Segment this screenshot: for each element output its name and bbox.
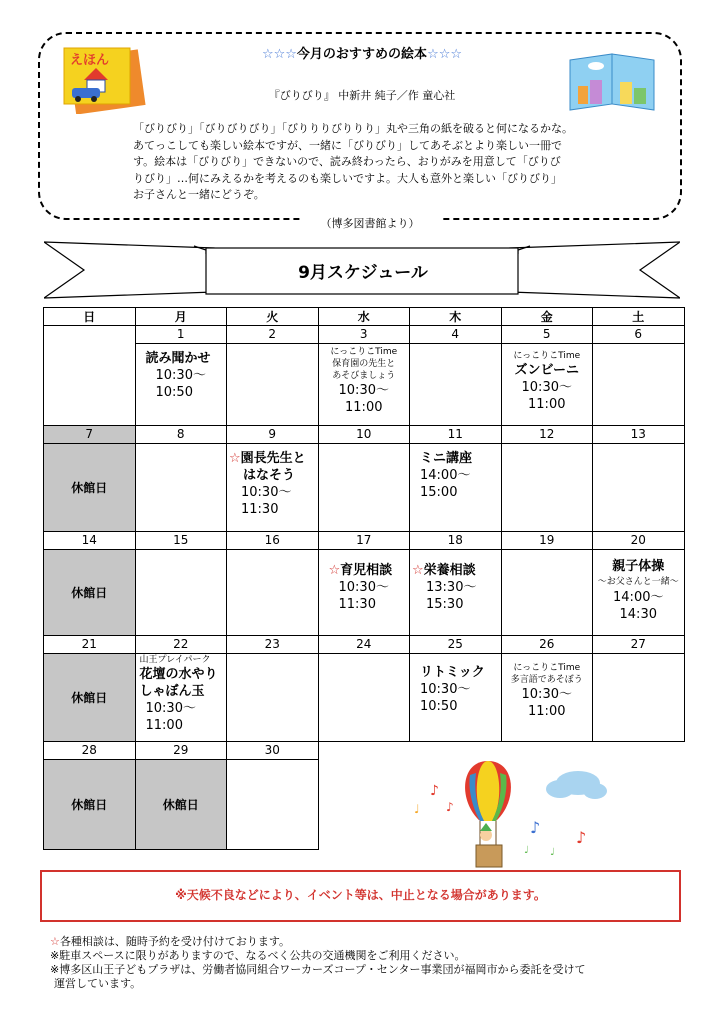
- footer-line: ※博多区山王子どもプラザは、労働者協同組合ワーカーズコープ・センター事業団が福岡市から委託を受けて: [50, 963, 586, 976]
- event-time: 10:30～: [338, 580, 389, 595]
- date-number: 21: [44, 636, 136, 654]
- event-time: 10:30～: [420, 682, 471, 697]
- weekday-thu: 木: [410, 308, 502, 326]
- date-number: 8: [135, 426, 227, 444]
- event-cell-empty: [318, 654, 410, 742]
- event-cell-empty: [227, 344, 319, 426]
- event-time: 10:50: [420, 699, 458, 714]
- event-series: にっこりこTime: [513, 351, 581, 361]
- event-cell: [318, 550, 410, 636]
- event-title: 保育園の先生と: [332, 359, 396, 369]
- date-row: [44, 532, 685, 550]
- source-credit: （博多図書館より）: [300, 215, 440, 231]
- ehon-logo-text: えほん: [70, 53, 110, 68]
- svg-text:♩: ♩: [414, 802, 420, 816]
- event-series: にっこりこTime: [513, 663, 581, 673]
- star-icon: ☆: [229, 451, 241, 466]
- date-number: 5: [501, 326, 593, 344]
- event-time: 15:00: [420, 485, 458, 500]
- event-title: 親子体操: [612, 559, 665, 574]
- event-cell: [135, 654, 227, 742]
- event-time: 11:30: [338, 597, 376, 612]
- svg-text:♪: ♪: [446, 800, 454, 814]
- svg-text:♪: ♪: [430, 783, 439, 799]
- event-cell-empty: [135, 550, 227, 636]
- event-title: 栄養相談: [423, 563, 476, 578]
- event-cell-empty: [501, 550, 593, 636]
- heading-text: 今月のおすすめの絵本: [296, 47, 428, 62]
- event-time: 14:00～: [613, 590, 664, 605]
- event-title: 育児相談: [340, 563, 393, 578]
- event-time: 10:50: [155, 385, 193, 400]
- date-number: 30: [227, 742, 319, 760]
- svg-text:♩: ♩: [524, 845, 529, 856]
- event-time: 10:30～: [521, 687, 572, 702]
- event-title: 読み聞かせ: [145, 351, 211, 366]
- event-cell-empty: [410, 344, 502, 426]
- event-title: 園長先生と: [240, 451, 306, 466]
- balloon-icon: [465, 761, 511, 821]
- event-cell: [410, 550, 502, 636]
- date-number: 13: [593, 426, 685, 444]
- event-cell-empty: [318, 444, 410, 532]
- event-row: [44, 550, 685, 636]
- event-cell-empty: [593, 444, 685, 532]
- date-number: 19: [501, 532, 593, 550]
- book-info: 『びりびり』 中新井 純子／作 童心社: [268, 89, 456, 102]
- closed-day: 休館日: [44, 550, 136, 636]
- event-time: 11:00: [528, 397, 566, 412]
- event-time: 13:30～: [426, 580, 477, 595]
- date-number: 20: [593, 532, 685, 550]
- closed-day: 休館日: [44, 444, 136, 532]
- event-cell: [501, 654, 593, 742]
- weekday-sat: 土: [593, 308, 685, 326]
- date-number: 16: [227, 532, 319, 550]
- date-number: 17: [318, 532, 410, 550]
- svg-text:♩: ♩: [550, 847, 555, 858]
- date-number: 14: [44, 532, 136, 550]
- event-cell: [227, 444, 319, 532]
- event-time: 10:30～: [338, 383, 389, 398]
- event-title: あそびましょう: [332, 371, 396, 381]
- recommendation-text: [133, 121, 603, 204]
- event-title: 多言語であそぼう: [510, 675, 583, 685]
- event-time: 10:30～: [521, 380, 572, 395]
- event-title: リトミック: [420, 665, 485, 680]
- event-cell: [318, 344, 410, 426]
- date-cell-empty: [44, 326, 136, 426]
- weekday-sun: 日: [44, 308, 136, 326]
- event-cell: [410, 444, 502, 532]
- date-number: 4: [410, 326, 502, 344]
- event-cell-empty: [227, 654, 319, 742]
- star-icon: ☆: [50, 935, 60, 948]
- event-title: はなそう: [243, 468, 296, 483]
- event-time: 10:30～: [155, 368, 206, 383]
- date-number: 28: [44, 742, 136, 760]
- rec-line: お子さんと一緒にどうぞ。: [133, 188, 265, 201]
- date-number: 2: [227, 326, 319, 344]
- event-time: 11:30: [241, 502, 279, 517]
- footer-line: 各種相談は、随時予約を受け付けております。: [59, 935, 290, 948]
- weekday-header-row: [44, 308, 685, 326]
- event-cell: [593, 550, 685, 636]
- date-number: 24: [318, 636, 410, 654]
- footer-line: 運営しています。: [54, 977, 142, 990]
- event-time: 11:00: [528, 704, 566, 719]
- date-number: 12: [501, 426, 593, 444]
- date-number: 23: [227, 636, 319, 654]
- star-icon: ☆: [412, 563, 424, 578]
- rec-line: す。絵本は「びりびり」できないので、読み終わったら、おりがみを用意して「びりび: [133, 155, 561, 168]
- event-cell-empty: [593, 344, 685, 426]
- date-number: 1: [135, 326, 227, 344]
- event-row: [44, 444, 685, 532]
- date-number: 26: [501, 636, 593, 654]
- footer-line: ※駐車スペースに限りがありますので、なるべく公共の交通機関をご利用ください。: [50, 949, 466, 962]
- event-cell: [410, 654, 502, 742]
- rec-line: 「びりびり」「びりびりびり」「びりりりびりりり」丸や三角の紙を破ると何になるかな。: [133, 122, 573, 135]
- closed-day: 休館日: [44, 654, 136, 742]
- weekday-tue: 火: [227, 308, 319, 326]
- weekday-fri: 金: [501, 308, 593, 326]
- rec-line: りびり」…何にみえるかを考えるのも楽しいですよ。大人も意外と楽しい「びりびり」: [133, 171, 562, 185]
- weekday-wed: 水: [318, 308, 410, 326]
- event-title: しゃぼん玉: [139, 684, 205, 699]
- star-icons-left: ☆☆☆: [261, 47, 297, 62]
- event-series: 山王プレイパーク: [139, 655, 211, 665]
- event-time: 10:30～: [241, 485, 292, 500]
- star-icon: ☆: [328, 563, 341, 578]
- date-number: 29: [135, 742, 227, 760]
- event-cell: [135, 344, 227, 426]
- date-number: 7: [44, 426, 136, 444]
- closed-day: 休館日: [135, 760, 227, 850]
- notice-text: ※天候不良などにより、イベント等は、中止となる場合があります。: [175, 888, 546, 902]
- event-cell: [501, 344, 593, 426]
- hot-air-balloon-illustration: [400, 755, 620, 875]
- svg-text:♪: ♪: [530, 818, 541, 837]
- date-number: 10: [318, 426, 410, 444]
- date-number: 18: [410, 532, 502, 550]
- schedule-title: 9月スケジュール: [298, 263, 428, 283]
- event-title: ミニ講座: [420, 451, 473, 466]
- weekday-mon: 月: [135, 308, 227, 326]
- event-time: 14:30: [619, 607, 657, 622]
- event-cell-empty: [501, 444, 593, 532]
- date-number: 11: [410, 426, 502, 444]
- event-cell-empty: [227, 550, 319, 636]
- event-subtitle: ～お父さんと一緒～: [597, 577, 679, 587]
- svg-text:♪: ♪: [576, 828, 587, 847]
- event-time: 11:00: [345, 400, 383, 415]
- star-icons-right: ☆☆☆: [427, 47, 463, 62]
- date-number: 9: [227, 426, 319, 444]
- event-row: [44, 654, 685, 742]
- event-cell-empty: [135, 444, 227, 532]
- date-number: 22: [135, 636, 227, 654]
- event-cell-empty: [227, 760, 319, 850]
- date-number: 6: [593, 326, 685, 344]
- rec-line: あてっこしても楽しい絵本ですが、一緒に「びりびり」してあそぶとより楽しい一冊で: [133, 138, 562, 152]
- date-number: 25: [410, 636, 502, 654]
- recommendation-heading: [0, 43, 724, 62]
- event-time: 11:00: [145, 718, 183, 733]
- date-row: [44, 636, 685, 654]
- closed-day: 休館日: [44, 760, 136, 850]
- footer-notes: [50, 935, 690, 991]
- event-title: ズンビーニ: [514, 363, 579, 378]
- date-row: [44, 326, 685, 344]
- date-number: 3: [318, 326, 410, 344]
- date-number: 15: [135, 532, 227, 550]
- event-row: [44, 344, 685, 426]
- event-title: 花壇の水やり: [139, 667, 218, 682]
- event-cell-empty: [593, 654, 685, 742]
- event-time: 14:00～: [420, 468, 471, 483]
- date-row: [44, 426, 685, 444]
- date-number: 27: [593, 636, 685, 654]
- event-time: 15:30: [426, 597, 464, 612]
- event-time: 10:30～: [145, 701, 196, 716]
- event-series: にっこりこTime: [330, 347, 398, 357]
